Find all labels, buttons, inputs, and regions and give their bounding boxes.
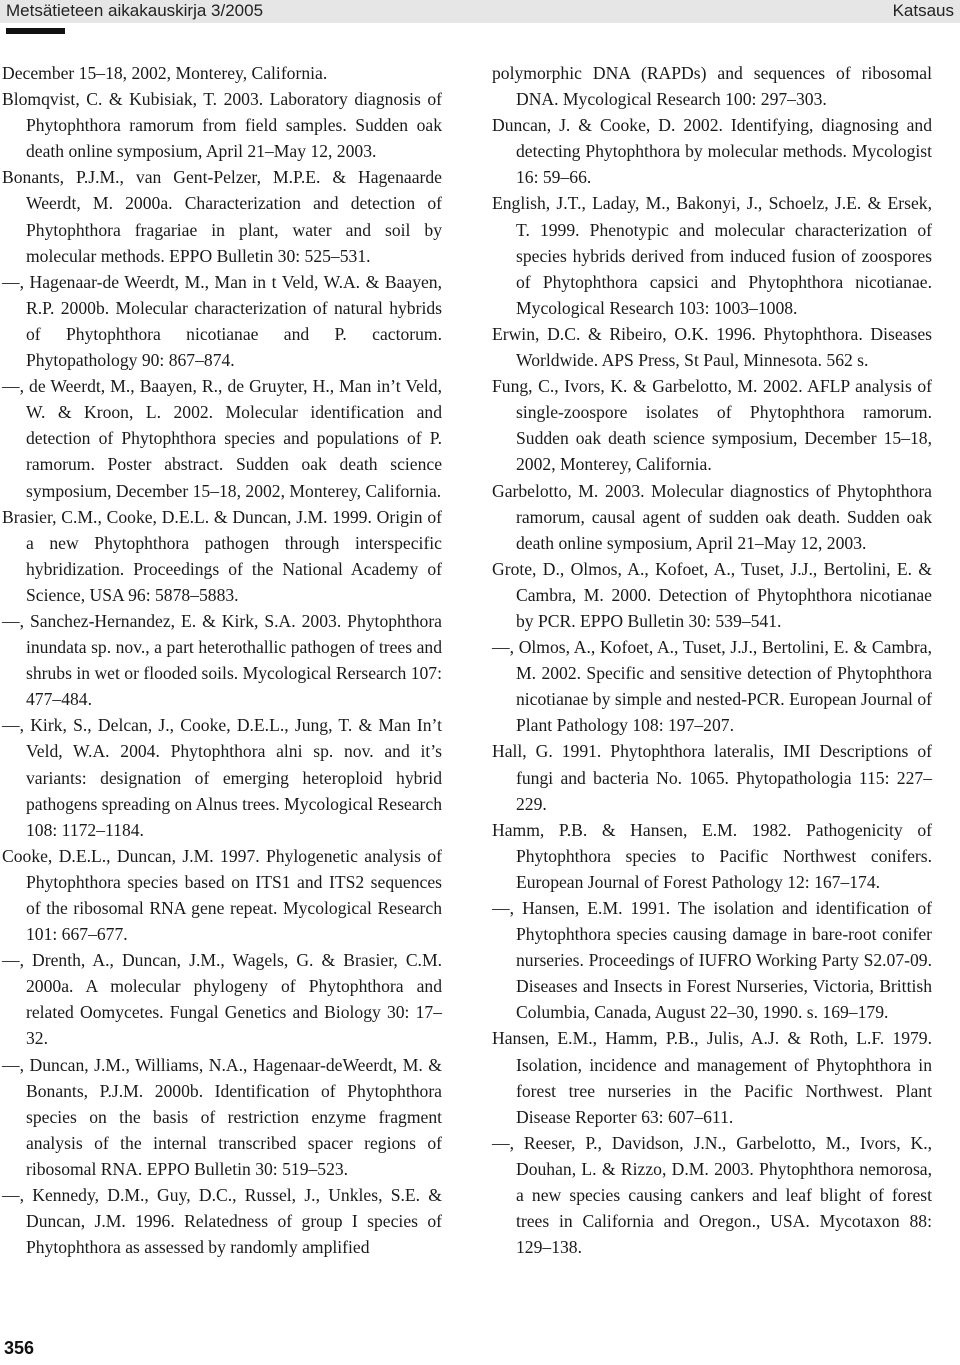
reference-entry: Hamm, P.B. & Hansen, E.M. 1982. Pathogenicity of Phytophthora species to Pacific Northwest conifers. European Journal of Forest Pathology 12: 167–174. bbox=[492, 819, 932, 892]
reference-entry: Erwin, D.C. & Ribeiro, O.K. 1996. Phytophthora. Diseases Worldwide. APS Press, St Paul, Minnesota. 562 s. bbox=[492, 323, 932, 371]
reference-entry: Bonants, P.J.M., van Gent-Pelzer, M.P.E. & Hagenaarde Weerdt, M. 2000a. Characterization and detection of Phytophthora fragariae in plant, water and soil by molecular methods. EPPO Bulletin 30: 525–531. bbox=[2, 167, 442, 266]
reference-entry: —, de Weerdt, M., Baayen, R., de Gruyter, H., Man in’t Veld, W. & Kroon, L. 2002. Molecular identification and detection of Phytophthora species and populations of P. ramorum. Poster abstract. Sudden oak death science symposium, December 15–18, 2002, Monterey, California. bbox=[2, 376, 442, 501]
reference-entry: —, Hagenaar-de Weerdt, M., Man in t Veld, W.A. & Baayen, R.P. 2000b. Molecular characterization of natural hybrids of Phytophthora nicotianae and P. cactorum. Phytopathology 90: 867–874. bbox=[2, 271, 442, 371]
left-column bbox=[2, 60, 442, 1260]
reference-entry: December 15–18, 2002, Monterey, California. bbox=[2, 63, 328, 83]
reference-entry: Grote, D., Olmos, A., Kofoet, A., Tuset, J.J., Bertolini, E. & Cambra, M. 2000. Detection of Phytophthora nicotianae by PCR. EPPO Bulletin 30: 539–541. bbox=[492, 558, 932, 631]
reference-entry: Hansen, E.M., Hamm, P.B., Julis, A.J. & Roth, L.F. 1979. Isolation, incidence and management of Phytophthora in forest tree nurseries in the Pacific Northwest. Plant Disease Reporter 63: 607–611. bbox=[492, 1028, 932, 1127]
reference-entry: Blomqvist, C. & Kubisiak, T. 2003. Laboratory diagnosis of Phytophthora ramorum from field samples. Sudden oak death online symposium, April 21–May 12, 2003. bbox=[2, 89, 442, 162]
reference-entry: Hall, G. 1991. Phytophthora lateralis, IMI Descriptions of fungi and bacteria No. 1065. Phytopathologia 115: 227–229. bbox=[492, 741, 932, 814]
reference-entry: —, Reeser, P., Davidson, J.N., Garbelotto, M., Ivors, K., Douhan, L. & Rizzo, D.M. 2003. Phytophthora nemorosa, a new species causing cankers and leaf blight of forest trees in California and Oregon., USA. Mycotaxon 88: 129–138. bbox=[492, 1132, 932, 1258]
reference-entry: Cooke, D.E.L., Duncan, J.M. 1997. Phylogenetic analysis of Phytophthora species based on ITS1 and ITS2 sequences of the ribosomal RNA gene repeat. Mycological Research 101: 667–677. bbox=[2, 845, 442, 945]
section-title: Katsaus bbox=[892, 1, 954, 20]
reference-entry: —, Hansen, E.M. 1991. The isolation and identification of Phytophthora species causing damage in bare-root conifer nurseries. Proceedings of IUFRO Working Party S2.07-09. Diseases and Insects in Forest Nurseries, Victoria, Brittish Columbia, Canada, August 22–30, 1990. s. 169–179. bbox=[492, 898, 932, 1023]
reference-entry: Brasier, C.M., Cooke, D.E.L. & Duncan, J.M. 1999. Origin of a new Phytophthora pathogen through interspecific hybridization. Proceedings of the National Academy of Science, USA 96: 5878–5883. bbox=[2, 506, 442, 605]
reference-entry: Duncan, J. & Cooke, D. 2002. Identifying, diagnosing and detecting Phytophthora by molecular methods. Mycologist 16: 59–66. bbox=[492, 115, 932, 188]
reference-entry: —, Duncan, J.M., Williams, N.A., Hagenaar-deWeerdt, M. & Bonants, P.J.M. 2000b. Identification of Phytophthora species on the basis of restriction enzyme fragment analysis of the internal transcribed spacer regions of ribosomal RNA. EPPO Bulletin 30: 519–523. bbox=[2, 1054, 442, 1179]
reference-entry: —, Olmos, A., Kofoet, A., Tuset, J.J., Bertolini, E. & Cambra, M. 2002. Specific and sensitive detection of Phytophthora nicotianae by simple and nested-PCR. European Journal of Plant Pathology 108: 197–207. bbox=[492, 637, 932, 736]
running-header bbox=[0, 0, 960, 23]
page-number: 356 bbox=[4, 1338, 35, 1358]
reference-entry: English, J.T., Laday, M., Bakonyi, J., Schoelz, J.E. & Ersek, T. 1999. Phenotypic and molecular characterization of species hybrids derived from induced fusion of zoospores of Phytophthora capsici and Phytophthora nicotianae. Mycological Research 103: 1003–1008. bbox=[492, 193, 932, 318]
reference-entry: —, Kennedy, D.M., Guy, D.C., Russel, J., Unkles, S.E. & Duncan, J.M. 1996. Relatedness of group I species of Phytophthora as assessed by randomly amplified bbox=[2, 1185, 442, 1258]
reference-entry: —, Sanchez-Hernandez, E. & Kirk, S.A. 2003. Phytophthora inundata sp. nov., a part heterothallic pathogen of trees and shrubs in wet or flooded soils. Mycological Rersearch 107: 477–484. bbox=[2, 610, 442, 710]
right-column bbox=[492, 60, 932, 1260]
reference-entry: —, Kirk, S., Delcan, J., Cooke, D.E.L., Jung, T. & Man In’t Veld, W.A. 2004. Phytophthora alni sp. nov. and it’s variants: designation of emerging heteroploid hybrid pathogens spreading on Alnus trees. Mycological Research 108: 1172–1184. bbox=[2, 715, 442, 840]
reference-entry: polymorphic DNA (RAPDs) and sequences of ribosomal DNA. Mycological Research 100: 297–303. bbox=[492, 63, 932, 110]
reference-entry: Fung, C., Ivors, K. & Garbelotto, M. 2002. AFLP analysis of single-zoospore isolates of Phytophthora ramorum. Sudden oak death science symposium, December 15–18, 2002, Monterey, California. bbox=[492, 376, 932, 475]
reference-entry: —, Drenth, A., Duncan, J.M., Wagels, G. & Brasier, C.M. 2000a. A molecular phylogeny of Phytophthora and related Oomycetes. Fungal Genetics and Biology 30: 17–32. bbox=[2, 950, 442, 1049]
header-rule-mark bbox=[6, 28, 65, 34]
journal-title: Metsätieteen aikakauskirja 3/2005 bbox=[6, 1, 264, 20]
reference-entry: Garbelotto, M. 2003. Molecular diagnostics of Phytophthora ramorum, causal agent of sudden oak death. Sudden oak death online symposium, April 21–May 12, 2003. bbox=[492, 480, 932, 553]
